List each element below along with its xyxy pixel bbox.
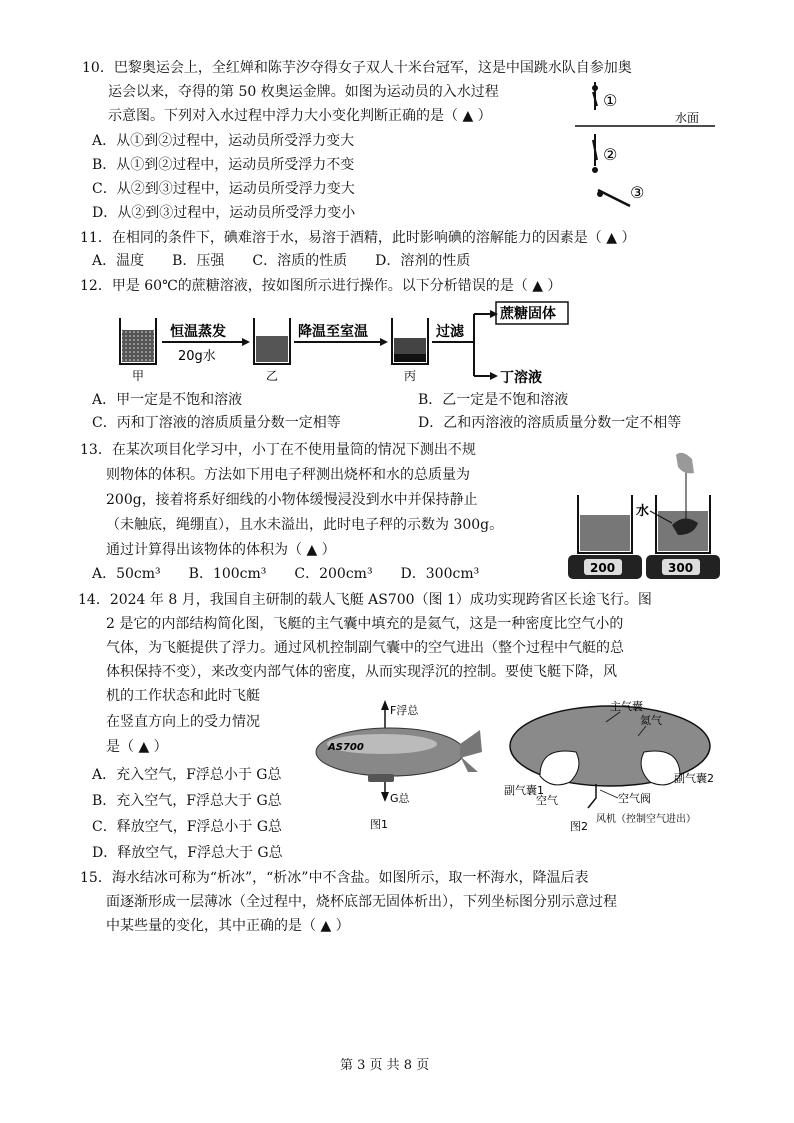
q10-option-a: A．从①到②过程中，运动员所受浮力变大 <box>92 133 355 149</box>
beaker-yi-label: 乙 <box>266 369 279 383</box>
beaker-yi <box>254 318 290 364</box>
q13-stem-line5: 通过计算得出该物体的体积为（ ▲ ） <box>106 542 336 558</box>
page-footer: 第 3 页 共 8 页 <box>340 1058 430 1073</box>
q14-fig1-caption: 图1 <box>370 818 388 831</box>
q14-stem-line5: 机的工作状态和此时飞艇 <box>106 688 260 704</box>
q14-fig2-caption: 图2 <box>570 820 588 833</box>
q10-option-c: C．从②到③过程中，运动员所受浮力变大 <box>92 181 355 197</box>
beaker-jia-label: 甲 <box>132 369 145 383</box>
q11-stem: 11．在相同的条件下，碘难溶于水，易溶于酒精，此时影响碘的溶解能力的因素是（ ▲ ） <box>80 230 636 246</box>
q13-stem-line4: （未触底，绳绷直），且水未溢出，此时电子秤的示数为 300g。 <box>106 517 504 533</box>
q14-fig1-g-label: G总 <box>390 792 410 805</box>
q12-option-d: D．乙和丙溶液的溶质质量分数一定不相等 <box>418 415 682 431</box>
beaker-bing <box>392 318 428 364</box>
q12-option-a: A．甲一定是不饱和溶液 <box>92 392 243 408</box>
q13-stem-line3: 200g，接着将系好细线的小物体缓慢浸没到水中并保持静止 <box>106 492 478 508</box>
q14-option-c: C．释放空气，F浮总小于 G总 <box>92 819 283 835</box>
q14-fig1-fup-label: F浮总 <box>390 704 419 717</box>
q13-options: A．50cm³ B．100cm³ C．200cm³ D．300cm³ <box>92 566 480 582</box>
q14-fig2-sub2-label: 副气囊2 <box>674 772 714 785</box>
q12-step1b-label: 20g水 <box>178 349 216 364</box>
q10-marker-3: ③ <box>630 183 645 202</box>
q12-option-b: B．乙一定是不饱和溶液 <box>418 392 569 408</box>
diver-2-figure <box>592 134 598 173</box>
q14-option-a: A．充入空气，F浮总小于 G总 <box>92 767 282 783</box>
q14-stem-line4: 体积保持不变），来改变内部气体的密度，从而实现浮沉的控制。要使飞艇下降，风 <box>106 664 617 680</box>
q12-solid-label: 蔗糖固体 <box>500 306 556 322</box>
q10-stem-line1: 10．巴黎奥运会上，全红婵和陈芋汐夺得女子双人十米台冠军，这是中国跳水队自参加奥 <box>82 60 632 76</box>
q13-scale1-readout: 200 <box>590 561 616 575</box>
q13-scale2-readout: 300 <box>668 561 694 575</box>
q14-stem-line1: 14．2024 年 8 月，我国自主研制的载人飞艇 AS700（图 1）成功实现跨省区长途飞行。图 <box>78 592 652 608</box>
q11-options: A．温度 B．压强 C．溶质的性质 D．溶剂的性质 <box>92 253 471 269</box>
q14-fig2-he-label: 氦气 <box>640 714 662 727</box>
q13-stem-line1: 13．在某次项目化学习中，小丁在不使用量筒的情况下测出不规 <box>80 442 476 458</box>
q15-stem-line1: 15．海水结冰可称为“析冰”，“析冰”中不含盐。如图所示，取一杯海水，降温后表 <box>80 870 589 886</box>
q10-water-label: 水面 <box>675 111 700 125</box>
q14-fig2-fan-label: 风机（控制空气进出） <box>596 814 696 825</box>
q12-step2-label: 降温至室温 <box>298 324 368 340</box>
q12-process-figure <box>112 298 592 388</box>
diver-3-figure <box>597 190 630 206</box>
q12-option-c: C．丙和丁溶液的溶质质量分数一定相等 <box>92 415 341 431</box>
q14-fig1-airship <box>310 700 500 830</box>
q15-stem-line2: 面逐渐形成一层薄冰（全过程中，烧杯底部无固体析出），下列坐标图分别示意过程 <box>106 894 617 910</box>
q10-diver-figure <box>570 82 720 222</box>
q14-option-d: D．释放空气，F浮总大于 G总 <box>92 845 283 861</box>
diver-1-figure <box>592 82 598 110</box>
q12-liquid-label: 丁溶液 <box>500 370 542 386</box>
q14-stem-line3: 气体，为飞艇提供了浮力。通过风机控制副气囊中的空气进出（整个过程中气艇的总 <box>106 640 624 656</box>
q14-fig2-air-label: 空气 <box>536 794 558 807</box>
q14-fig1-ship-text: AS700 <box>328 742 364 753</box>
q10-option-b: B．从①到②过程中，运动员所受浮力不变 <box>92 157 355 173</box>
beaker-bing-label: 丙 <box>404 369 417 383</box>
q15-stem-line3: 中某些量的变化，其中正确的是（ ▲ ） <box>106 918 350 934</box>
q12-step3-label: 过滤 <box>436 324 464 340</box>
q12-stem: 12．甲是 60℃的蔗糖溶液，按如图所示进行操作。以下分析错误的是（ ▲ ） <box>80 278 562 294</box>
q14-fig2-valve-label: 空气阀 <box>618 792 651 805</box>
q10-marker-1: ① <box>603 91 618 110</box>
q10-stem-line2: 运会以来，夺得的第 50 枚奥运金牌。如图为运动员的入水过程 <box>108 84 499 100</box>
q14-fig2-sub1-label: 副气囊1 <box>504 784 544 797</box>
q13-water-label: 水 <box>636 504 650 519</box>
q14-option-b: B．充入空气，F浮总大于 G总 <box>92 793 282 809</box>
q13-scale-figure <box>566 455 726 585</box>
q10-marker-2: ② <box>603 145 618 164</box>
q14-stem-line6: 在竖直方向上的受力情况 <box>106 714 260 730</box>
q14-stem-line2: 2 是它的内部结构简化图，飞艇的主气囊中填充的是氦气，这是一种密度比空气小的 <box>106 616 624 632</box>
q14-stem-line7: 是（ ▲ ） <box>106 739 168 755</box>
q13-stem-line2: 则物体的体积。方法如下用电子秤测出烧杯和水的总质量为 <box>106 467 470 483</box>
q14-fig2-main-label: 主气囊 <box>610 700 643 713</box>
q14-fig2-structure <box>500 698 730 838</box>
q12-step1-label: 恒温蒸发 <box>170 324 226 340</box>
q10-option-d: D．从②到③过程中，运动员所受浮力变小 <box>92 205 356 221</box>
beaker-jia <box>120 318 156 364</box>
q10-stem-line3: 示意图。下列对入水过程中浮力大小变化判断正确的是（ ▲ ） <box>108 108 492 124</box>
